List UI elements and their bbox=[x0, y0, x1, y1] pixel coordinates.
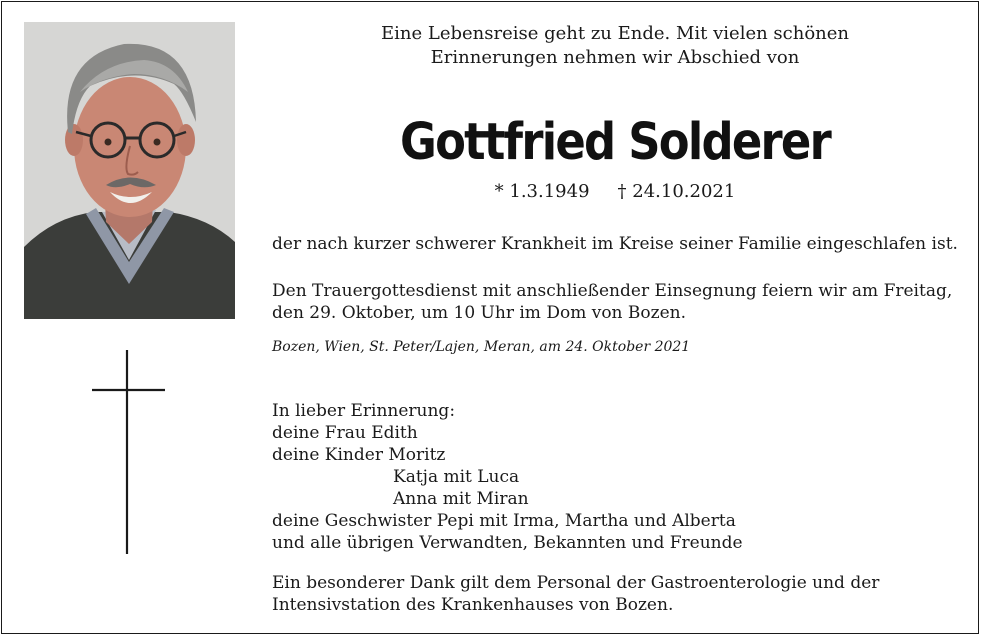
deceased-name: Gottfried Solderer bbox=[400, 113, 830, 172]
funeral-service-line-1: Den Trauergottesdienst mit anschließender Einsegnung feiern wir am Freitag, bbox=[272, 281, 953, 301]
birth-date: * 1.3.1949 bbox=[494, 181, 590, 202]
passing-text: der nach kurzer schwerer Krankheit im Kreise seiner Familie eingeschlafen ist. bbox=[272, 234, 958, 254]
life-dates bbox=[272, 180, 958, 204]
cross-icon bbox=[92, 350, 166, 554]
mourners-list bbox=[272, 400, 743, 554]
child-2: Katja mit Luca bbox=[393, 467, 520, 487]
mourner-others: und alle übrigen Verwandten, Bekannten und Freunde bbox=[272, 533, 743, 553]
mourners-heading: In lieber Erinnerung: bbox=[272, 401, 456, 421]
intro-text bbox=[272, 22, 958, 70]
death-date: † 24.10.2021 bbox=[617, 181, 736, 202]
place-date: Bozen, Wien, St. Peter/Lajen, Meran, am 24. Oktober 2021 bbox=[272, 339, 691, 355]
thanks-text bbox=[272, 572, 972, 616]
mourner-wife: deine Frau Edith bbox=[272, 423, 418, 443]
intro-line-2: Erinnerungen nehmen wir Abschied von bbox=[430, 47, 800, 68]
intro-line-1: Eine Lebensreise geht zu Ende. Mit vielen schönen bbox=[381, 23, 849, 44]
mourner-siblings: deine Geschwister Pepi mit Irma, Martha und Alberta bbox=[272, 511, 736, 531]
thanks-line-2: Intensivstation des Krankenhauses von Bozen. bbox=[272, 595, 674, 615]
thanks-line-1: Ein besonderer Dank gilt dem Personal der Gastroenterologie und der bbox=[272, 573, 880, 593]
mourner-children bbox=[272, 444, 743, 466]
funeral-service-text bbox=[272, 280, 972, 324]
portrait-photo bbox=[24, 22, 235, 319]
children-label: deine Kinder bbox=[272, 445, 383, 465]
funeral-service-line-2: den 29. Oktober, um 10 Uhr im Dom von Bozen. bbox=[272, 303, 687, 323]
child-1: Moritz bbox=[388, 445, 446, 465]
child-3: Anna mit Miran bbox=[393, 489, 529, 509]
